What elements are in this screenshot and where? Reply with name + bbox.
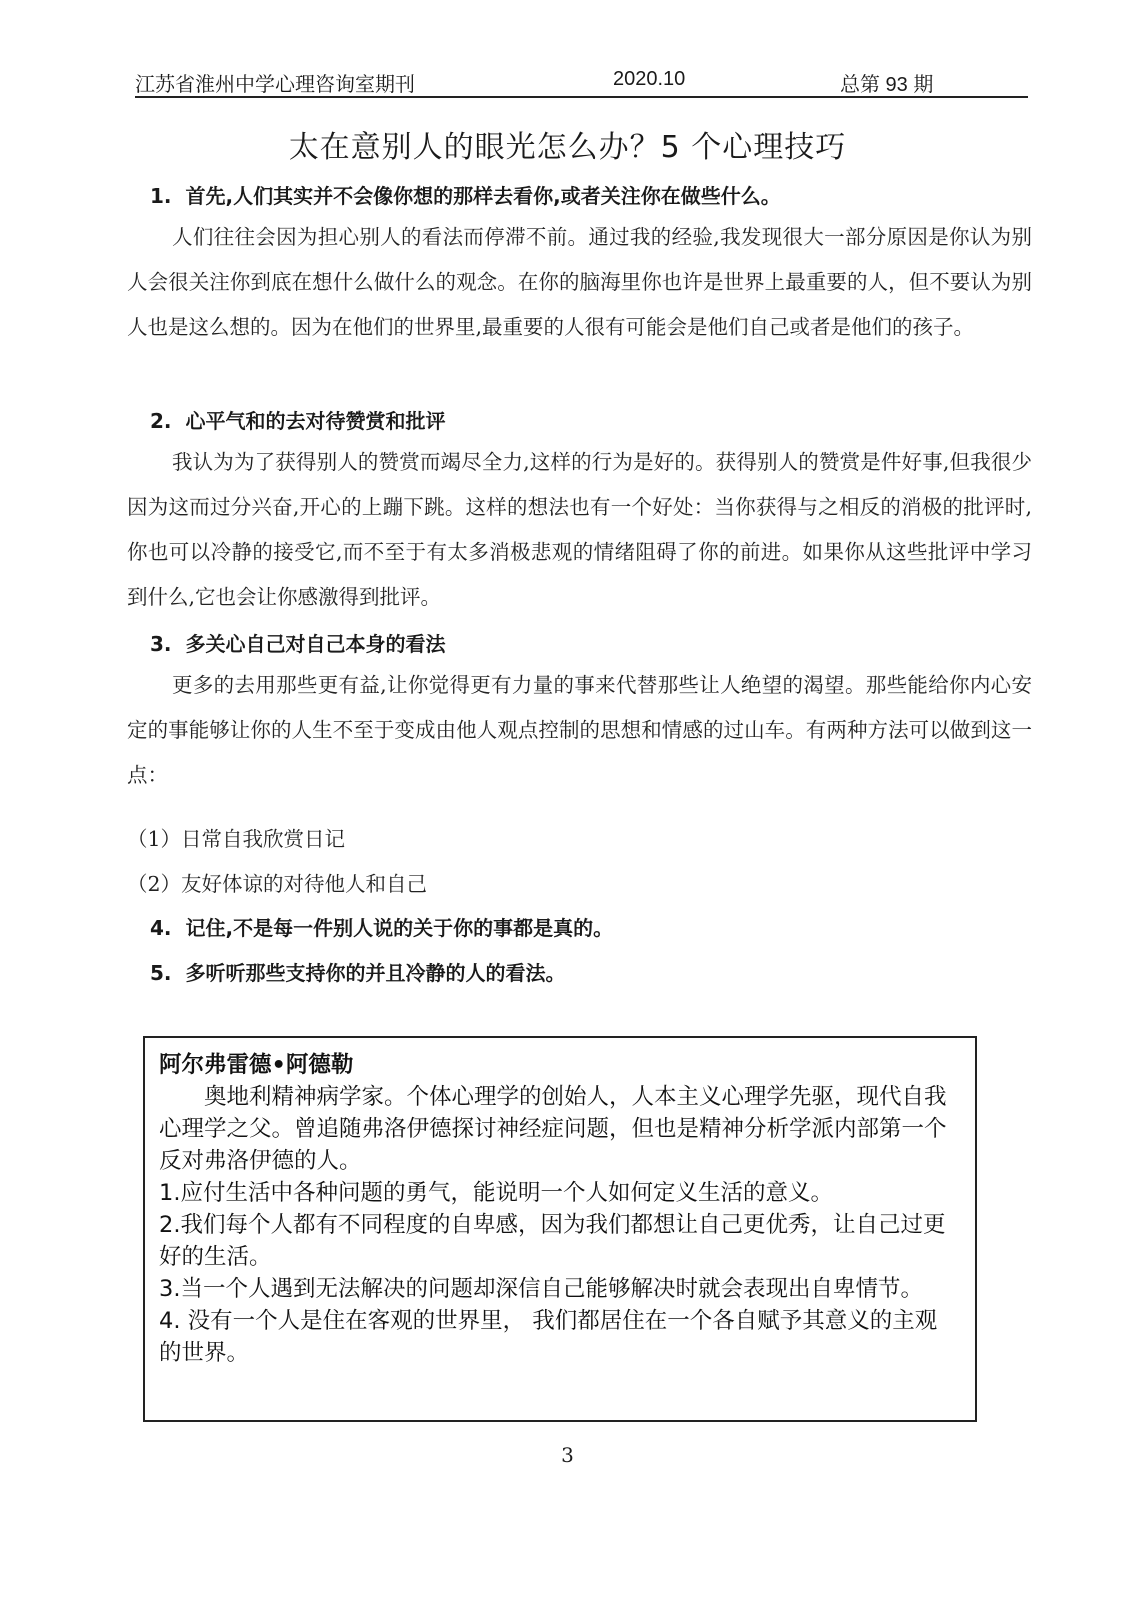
box-point-2: 2.我们每个人都有不同程度的自卑感，因为我们都想让自己更优秀，让自己过更好的生活。 (159, 1212, 946, 1270)
section-body-1: 人们往往会因为担心别人的看法而停滞不前。通过我的经验,我发现很大一部分原因是你认为别人会很关注你到底在想什么做什么的观念。在你的脑海里你也许是世界上最重要的人，但不要认为别人也是这么想的。因为在他们的世界里,最重要的人很有可能会是他们自己或者是他们的孩子。 (127, 225, 1032, 339)
section-body-2: 我认为为了获得别人的赞赏而竭尽全力,这样的行为是好的。获得别人的赞赏是件好事,但我很少因为这而过分兴奋,开心的上蹦下跳。这样的想法也有一个好处：当你获得与之相反的消极的批评时,你也可以冷静的接受它,而不至于有太多消极悲观的情绪阻碍了你的前进。如果你从这些批评中学习到什么,它也会让你感激得到批评。 (127, 450, 1032, 609)
box-intro: 奥地利精神病学家。个体心理学的创始人，人本主义心理学先驱，现代自我心理学之父。曾追随弗洛伊德探讨神经症问题，但也是精神分析学派内部第一个反对弗洛伊德的人。 (159, 1084, 947, 1174)
section-number: 5. (150, 961, 172, 985)
section-number: 4. (150, 916, 172, 940)
box-point-4: 4. 没有一个人是住在客观的世界里， 我们都居住在一个各自赋予其意义的主观的世界。 (159, 1308, 938, 1366)
section-heading-1 (150, 180, 781, 209)
section-body-3: 更多的去用那些更有益,让你觉得更有力量的事来代替那些让人绝望的渴望。那些能给你内心安定的事能够让你的人生不至于变成由他人观点控制的思想和情感的过山车。有两种方法可以做到这一点： (127, 673, 1032, 787)
section-heading-text: 多听听那些支持你的并且冷静的人的看法。 (185, 961, 566, 985)
issue-date: 2020.10 (613, 68, 686, 90)
section-number: 1. (150, 184, 172, 208)
section-heading-2 (150, 405, 446, 434)
section-heading-text: 心平气和的去对待赞赏和批评 (185, 409, 446, 433)
method-item-2: （2）友好体谅的对待他人和自己 (127, 872, 428, 896)
page-header (135, 64, 1028, 98)
section-heading-5 (150, 957, 566, 986)
article-title: 太在意别人的眼光怎么办？5 个心理技巧 (288, 130, 847, 165)
publication-name: 江苏省淮州中学心理咨询室期刊 (135, 74, 415, 96)
box-point-3: 3.当一个人遇到无法解决的问题却深信自己能够解决时就会表现出自卑情节。 (159, 1276, 923, 1302)
box-point-1: 1.应付生活中各种问题的勇气，能说明一个人如何定义生活的意义。 (159, 1180, 833, 1206)
section-heading-3 (150, 628, 446, 657)
box-title: 阿尔弗雷德•阿德勒 (159, 1052, 354, 1078)
section-heading-text: 多关心自己对自己本身的看法 (185, 632, 446, 656)
section-heading-text: 首先,人们其实并不会像你想的那样去看你,或者关注你在做些什么。 (185, 184, 781, 208)
adler-info-box (143, 1036, 977, 1422)
section-number: 2. (150, 409, 172, 433)
section-number: 3. (150, 632, 172, 656)
page-number: 3 (561, 1443, 574, 1467)
issue-number: 总第 93 期 (840, 74, 934, 96)
method-item-1: （1）日常自我欣赏日记 (127, 827, 346, 851)
section-heading-4 (150, 912, 613, 941)
section-heading-text: 记住,不是每一件别人说的关于你的事都是真的。 (185, 916, 614, 940)
